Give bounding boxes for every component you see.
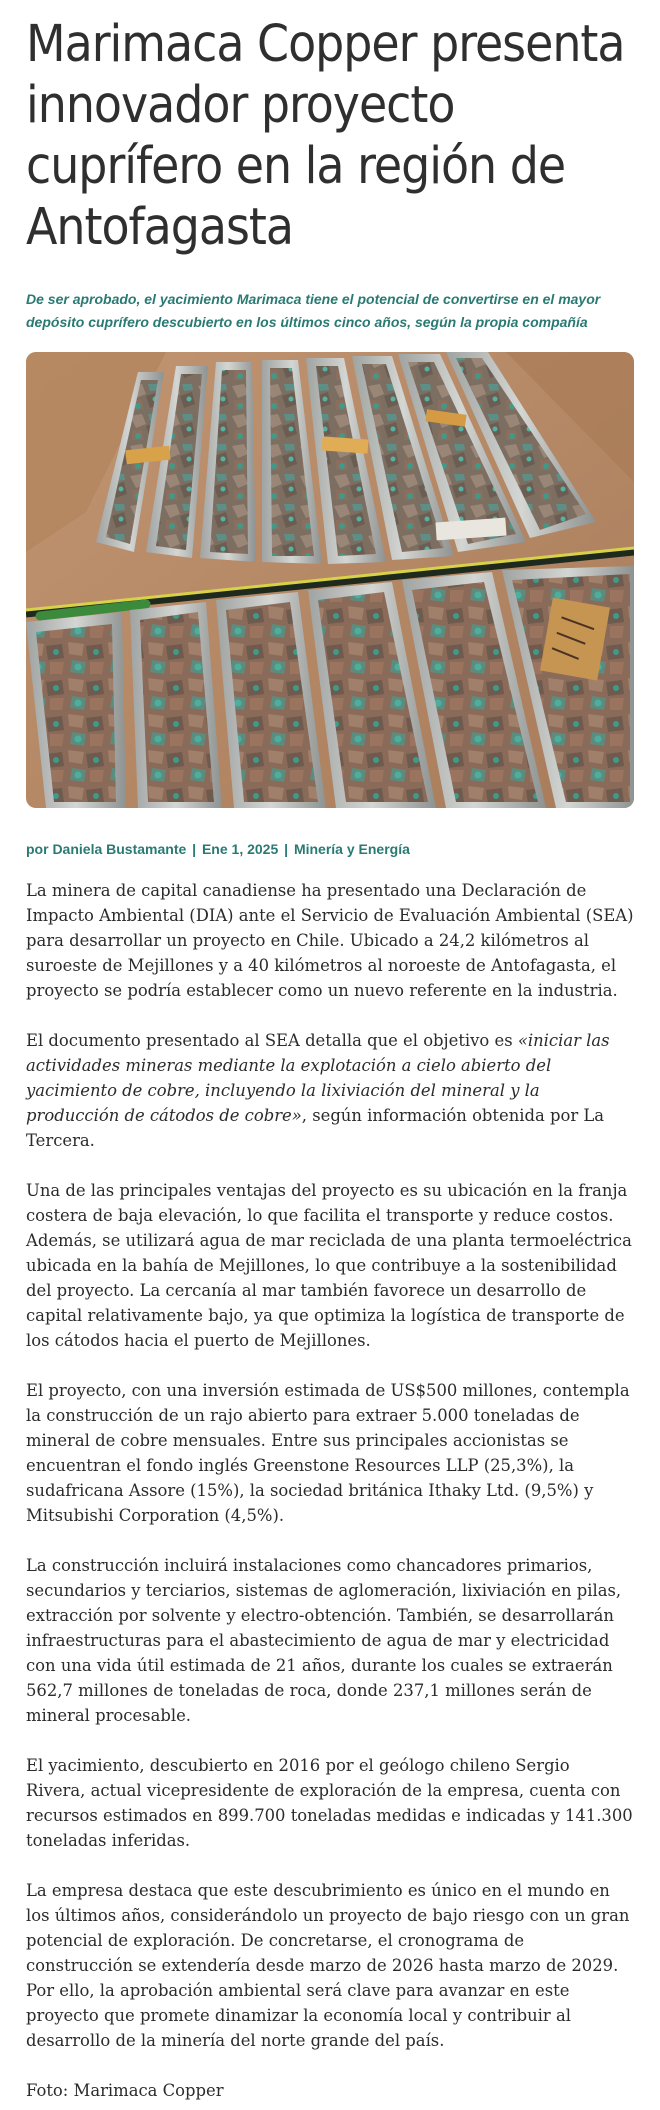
- byline: [26, 840, 634, 858]
- article-body: [26, 878, 634, 2103]
- author-link[interactable]: por Daniela Bustamante: [26, 841, 187, 857]
- paragraph: La minera de capital canadiense ha presentado una Declaración de Impacto Ambiental (DIA) ante el Servicio de Evaluación Ambiental (SEA) para desarrollar un proyecto en Chile. Ubicado a 24,2 kilómetros al suroeste de Mejillones y a 40 kilómetros al noroeste de Antofagasta, el proyecto se podría establecer como un nuevo referente en la industria.: [26, 881, 634, 1000]
- paragraph-text: El documento presentado al SEA detalla que el objetivo es: [26, 1031, 518, 1050]
- article: [26, 0, 634, 2103]
- hero-image: [26, 352, 634, 808]
- photo-credit: Foto: Marimaca Copper: [26, 2081, 224, 2100]
- quote-text: «iniciar las actividades mineras mediante la explotación a cielo abierto del yacimiento de cobre, incluyendo la lixiviación del mineral y la producción de cátodos de cobre»: [26, 1031, 610, 1125]
- byline-separator: |: [284, 841, 289, 857]
- publish-date: Ene 1, 2025: [201, 841, 279, 857]
- paragraph: Una de las principales ventajas del proyecto es su ubicación en la franja costera de baja elevación, lo que facilita el transporte y reduce costos. Además, se utilizará agua de mar reciclada de una planta termoeléctrica ubicada en la bahía de Mejillones, lo que contribuye a la sostenibilidad del proyecto. La cercanía al mar también favorece un desarrollo de capital relativamente bajo, ya que optimiza la logística de transporte de los cátodos hacia el puerto de Mejillones.: [26, 1181, 632, 1350]
- paragraph-text: , según información obtenida por La Tercera.: [26, 1106, 605, 1150]
- article-title: Marimaca Copper presenta innovador proyecto cuprífero en la región de Antofagasta: [26, 15, 625, 257]
- byline-separator: |: [192, 841, 197, 857]
- paragraph: El yacimiento, descubierto en 2016 por el geólogo chileno Sergio Rivera, actual vicepresidente de exploración de la empresa, cuenta con recursos estimados en 899.700 toneladas medidas e indicadas y 141.300 toneladas inferidas.: [26, 1756, 633, 1850]
- paragraph: La construcción incluirá instalaciones como chancadores primarios, secundarios y terciarios, sistemas de aglomeración, lixiviación en pilas, extracción por solvente y electro-obtención. También, se desarrollarán infraestructuras para el abastecimiento de agua de mar y electricidad con una vida útil estimada de 21 años, durante los cuales se extraerán 562,7 millones de toneladas de roca, donde 237,1 millones serán de mineral procesable.: [26, 1556, 622, 1725]
- article-subtitle: De ser aprobado, el yacimiento Marimaca tiene el potencial de convertirse en el mayor depósito cuprífero descubierto en los últimos cinco años, según la propia compañía: [26, 291, 601, 330]
- paragraph: [26, 1028, 634, 1153]
- paragraph: El proyecto, con una inversión estimada de US$500 millones, contempla la construcción de un rajo abierto para extraer 5.000 toneladas de mineral de cobre mensuales. Entre sus principales accionistas se encuentran el fondo inglés Greenstone Resources LLP (25,3%), la sudafricana Assore (15%), la sociedad británica Ithaky Ltd. (9,5%) y Mitsubishi Corporation (4,5%).: [26, 1381, 630, 1525]
- paragraph: La empresa destaca que este descubrimiento es único en el mundo en los últimos años, considerándolo un proyecto de bajo riesgo con un gran potencial de exploración. De concretarse, el cronograma de construcción se extendería desde marzo de 2026 hasta marzo de 2029. Por ello, la aprobación ambiental será clave para avanzar en este proyecto que promete dinamizar la economía local y contribuir al desarrollo de la minería del norte grande del país.: [26, 1881, 630, 2050]
- category-link[interactable]: Minería y Energía: [293, 841, 410, 857]
